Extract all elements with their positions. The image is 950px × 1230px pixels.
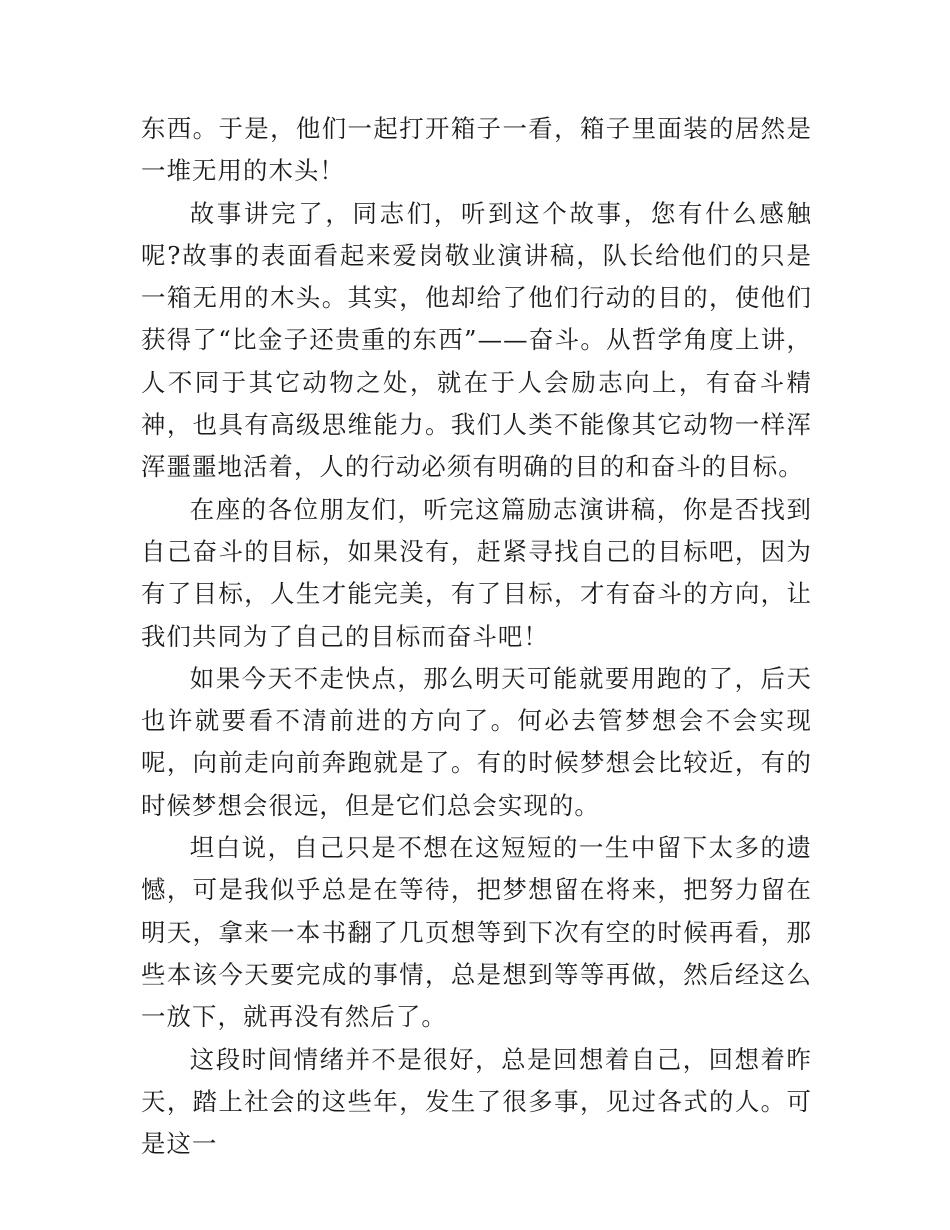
paragraph-2: 故事讲完了，同志们，听到这个故事，您有什么感触呢?故事的表面看起来爱岗敬业演讲稿，队长给他们的只是一箱无用的木头。其实，他却给了他们行动的目的，使他们获得了“比金子还贵重的东西”——奋斗。从哲学角度上讲，人不同于其它动物之处，就在于人会励志向上，有奋斗精神，也具有高级思维能力。我们人类不能像其它动物一样浑浑噩噩地活着，人的行动必须有明确的目的和奋斗的目标。 (141, 198, 812, 482)
paragraph-1: 东西。于是，他们一起打开箱子一看，箱子里面装的居然是一堆无用的木头！ (141, 114, 812, 186)
paragraph-5: 坦白说，自己只是不想在这短短的一生中留下太多的遗憾，可是我似乎总是在等待，把梦想留在将来，把努力留在明天，拿来一本书翻了几页想等到下次有空的时候再看，那些本该今天要完成的事情，总是想到等等再做，然后经这么一放下，就再没有然后了。 (141, 833, 812, 1032)
paragraph-4: 如果今天不走快点，那么明天可能就要用跑的了，后天也许就要看不清前进的方向了。何必去管梦想会不会实现呢，向前走向前奔跑就是了。有的时候梦想会比较近，有的时候梦想会很远，但是它们总会实现的。 (141, 663, 812, 820)
paragraph-6: 这段时间情绪并不是很好，总是回想着自己，回想着昨天，踏上社会的这些年，发生了很多事，见过各式的人。可是这一 (141, 1044, 812, 1159)
paragraph-3: 在座的各位朋友们，听完这篇励志演讲稿，你是否找到自己奋斗的目标，如果没有，赶紧寻找自己的目标吧，因为有了目标，人生才能完美，有了目标，才有奋斗的方向，让我们共同为了自己的目标而奋斗吧！ (141, 494, 812, 651)
